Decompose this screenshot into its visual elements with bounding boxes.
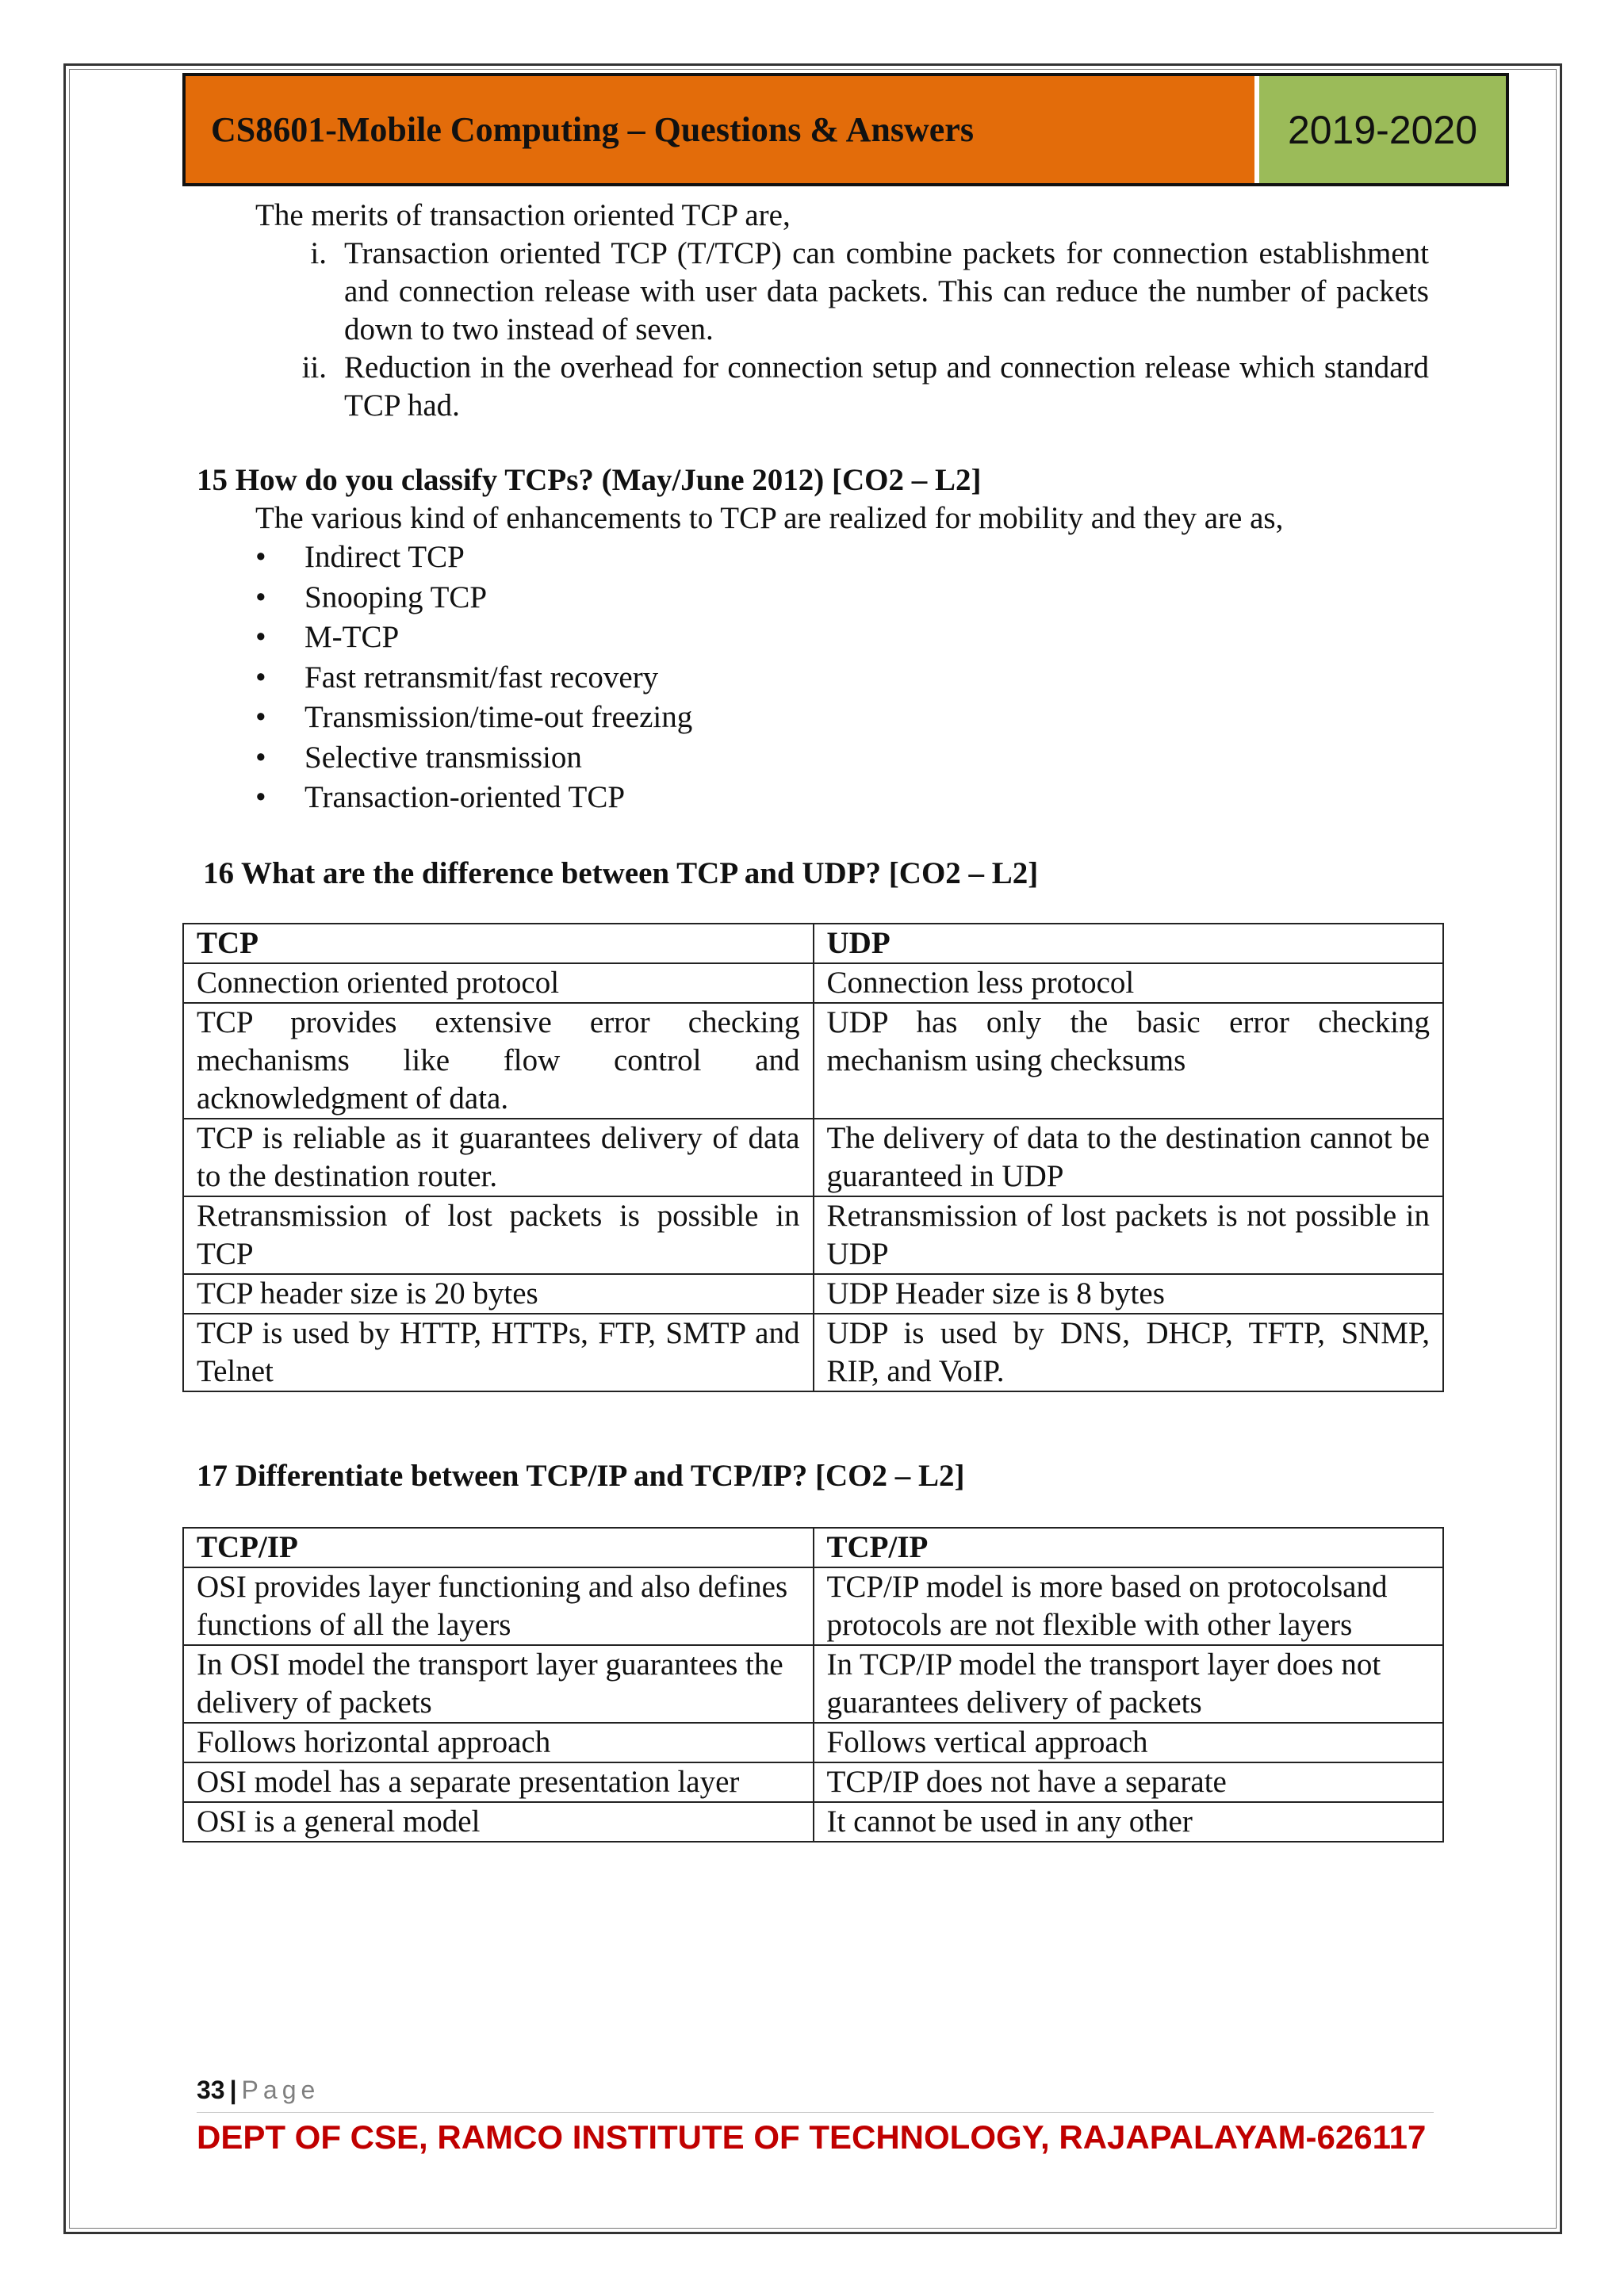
page-number — [197, 2076, 320, 2105]
page-number-separator: | — [229, 2076, 237, 2104]
merits-list — [255, 235, 1429, 425]
question-17-heading: 17 Differentiate between TCP/IP and TCP/IP? [CO2 – L2] — [197, 1459, 965, 1493]
table-cell: Follows vertical approach — [814, 1723, 1444, 1762]
table-cell: TCP provides extensive error checking mechanisms like flow control and acknowledgment of data. — [183, 1003, 814, 1119]
table-header-cell: TCP — [183, 924, 814, 963]
table-header-cell: UDP — [814, 924, 1444, 963]
list-item-text: M-TCP — [304, 620, 400, 654]
table-cell: OSI is a general model — [183, 1802, 814, 1842]
question-15-intro: The various kind of enhancements to TCP are realized for mobility and they are as, — [255, 501, 1284, 535]
table-row — [183, 1196, 1443, 1274]
table-row — [183, 1274, 1443, 1314]
list-item — [255, 349, 1429, 425]
osi-tcpip-table — [182, 1527, 1444, 1843]
question-16-heading: 16 What are the difference between TCP and UDP? [CO2 – L2] — [203, 856, 1039, 890]
table-row — [183, 1762, 1443, 1802]
table-cell: TCP/IP does not have a separate — [814, 1762, 1444, 1802]
bullet-icon: • — [255, 700, 266, 734]
table-cell: UDP has only the basic error checking mechanism using checksums — [814, 1003, 1444, 1119]
bullet-icon: • — [255, 620, 266, 654]
list-item — [255, 738, 692, 779]
table-row — [183, 1723, 1443, 1762]
question-15-heading: 15 How do you classify TCPs? (May/June 2012) [CO2 – L2] — [197, 463, 982, 497]
table-cell: OSI model has a separate presentation layer — [183, 1762, 814, 1802]
table-header-row — [183, 924, 1443, 963]
table-row — [183, 1567, 1443, 1645]
table-row — [183, 1645, 1443, 1723]
list-item — [255, 778, 692, 818]
bullet-icon: • — [255, 740, 266, 775]
list-item-text: Reduction in the overhead for connection setup and connection release which standard TCP had. — [344, 350, 1429, 423]
list-item-number: ii. — [301, 350, 327, 385]
page-header — [182, 73, 1509, 186]
table-cell: Retransmission of lost packets is possible in TCP — [183, 1196, 814, 1274]
list-item-text: Transmission/time-out freezing — [304, 700, 693, 734]
table-cell: It cannot be used in any other — [814, 1802, 1444, 1842]
list-item — [255, 618, 692, 658]
list-item — [255, 698, 692, 738]
table-header-cell: TCP/IP — [183, 1528, 814, 1567]
table-cell: UDP Header size is 8 bytes — [814, 1274, 1444, 1314]
table-cell: TCP/IP model is more based on protocolsand protocols are not flexible with other layers — [814, 1567, 1444, 1645]
table-cell: Connection less protocol — [814, 963, 1444, 1003]
tcp-udp-table — [182, 923, 1444, 1392]
bullet-icon: • — [255, 660, 266, 695]
list-item-text: Fast retransmit/fast recovery — [304, 660, 659, 695]
bullet-icon: • — [255, 580, 266, 614]
list-item — [255, 538, 692, 578]
list-item-text: Snooping TCP — [304, 580, 488, 614]
table-cell: Connection oriented protocol — [183, 963, 814, 1003]
table-cell: TCP is used by HTTP, HTTPs, FTP, SMTP and Telnet — [183, 1314, 814, 1391]
table-cell: In TCP/IP model the transport layer does not guarantees delivery of packets — [814, 1645, 1444, 1723]
table-cell: Retransmission of lost packets is not possible in UDP — [814, 1196, 1444, 1274]
bullet-icon: • — [255, 780, 266, 814]
table-row — [183, 1802, 1443, 1842]
table-row — [183, 1314, 1443, 1391]
table-row — [183, 1003, 1443, 1119]
page-number-value: 33 — [197, 2076, 225, 2104]
footer-department: DEPT OF CSE, RAMCO INSTITUTE OF TECHNOLOGY, RAJAPALAYAM-626117 — [197, 2118, 1427, 2156]
table-cell: In OSI model the transport layer guarantees the delivery of packets — [183, 1645, 814, 1723]
list-item-number: i. — [310, 236, 327, 270]
list-item — [255, 235, 1429, 349]
merits-intro: The merits of transaction oriented TCP are, — [255, 198, 791, 232]
table-cell: TCP header size is 20 bytes — [183, 1274, 814, 1314]
table-cell: The delivery of data to the destination cannot be guaranteed in UDP — [814, 1119, 1444, 1196]
table-header-row — [183, 1528, 1443, 1567]
header-year: 2019-2020 — [1259, 76, 1506, 183]
list-item-text: Transaction-oriented TCP — [304, 780, 626, 814]
bullet-icon: • — [255, 540, 266, 574]
list-item-text: Transaction oriented TCP (T/TCP) can combine packets for connection establishment and connection release with user data packets. This can reduce the number of packets down to two instead of seven. — [344, 236, 1429, 346]
table-cell: Follows horizontal approach — [183, 1723, 814, 1762]
tcp-classification-list — [255, 538, 692, 818]
table-header-cell: TCP/IP — [814, 1528, 1444, 1567]
list-item-text: Indirect TCP — [304, 540, 465, 574]
list-item — [255, 578, 692, 618]
footer-divider — [197, 2112, 1434, 2113]
table-row — [183, 1119, 1443, 1196]
page-label: Page — [241, 2076, 320, 2104]
list-item-text: Selective transmission — [304, 740, 582, 775]
table-row — [183, 963, 1443, 1003]
table-cell: UDP is used by DNS, DHCP, TFTP, SNMP, RIP, and VoIP. — [814, 1314, 1444, 1391]
header-title: CS8601-Mobile Computing – Questions & Answers — [186, 76, 1259, 183]
table-cell: OSI provides layer functioning and also defines functions of all the layers — [183, 1567, 814, 1645]
table-cell: TCP is reliable as it guarantees delivery of data to the destination router. — [183, 1119, 814, 1196]
list-item — [255, 658, 692, 698]
